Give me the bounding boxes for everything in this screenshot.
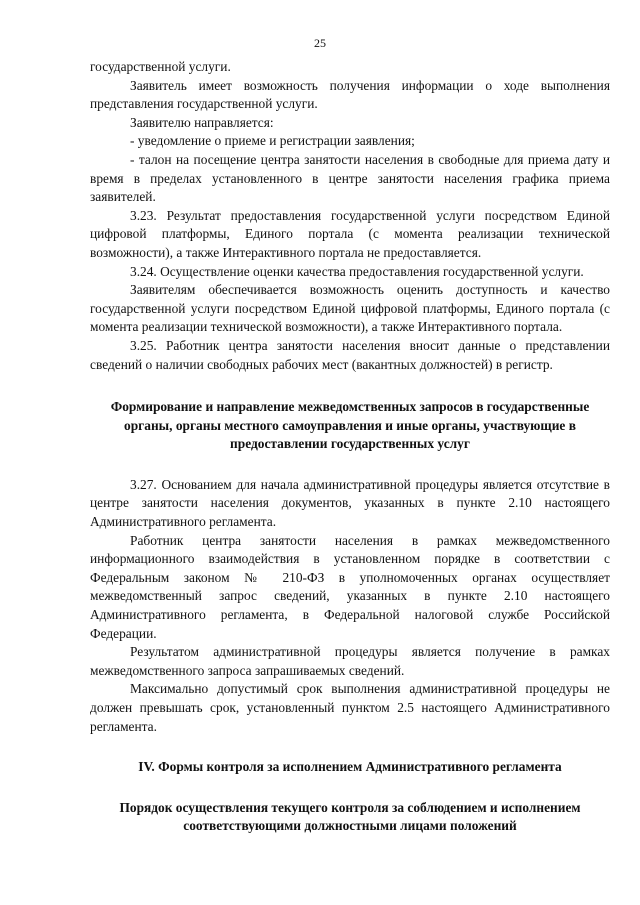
paragraph: 3.24. Осуществление оценки качества предоставления государственной услуги. xyxy=(130,263,584,279)
page-number: 25 xyxy=(314,36,326,50)
list-item: - талон на посещение центра занятости населения в свободные для приема дату и время в пределах установленного в центре занятости населения графика приема заявителей. xyxy=(90,151,610,205)
paragraph: 3.27. Основанием для начала административной процедуры является отсутствие в центре занятости населения документов, указанных в пункте 2.10 настоящего Административного регламента. xyxy=(90,476,610,530)
paragraph: Максимально допустимый срок выполнения административной процедуры не должен превышать срок, установленный пунктом 2.5 настоящего Административного регламента. xyxy=(90,681,610,734)
paragraph: Результатом административной процедуры является получение в рамках межведомственного запроса запрашиваемых сведений. xyxy=(90,644,610,678)
paragraph: 3.23. Результат предоставления государственной услуги посредством Единой цифровой платформы, Единого портала (с момента реализации технической возможности), а также Интерактивного портала не предоставляется. xyxy=(90,207,610,260)
paragraph: Работник центра занятости населения в рамках межведомственного информационного взаимодействия в установленном порядке в соответствии с Федеральным законом № 210-ФЗ в уполномоченных органах осуществляет межведомственный запрос сведений, указанных в пункте 2.10 настоящего Административного регламента, в Федеральной налоговой службе Российской Федерации. xyxy=(90,532,610,641)
paragraph: Заявитель имеет возможность получения информации о ходе выполнения представления государственной услуги. xyxy=(90,77,610,112)
paragraph: Заявителю направляется: xyxy=(130,114,274,130)
paragraph: Заявителям обеспечивается возможность оценить доступность и качество государственной услуги посредством Единой цифровой платформы, Единого портала (с момента реализации технической возможности), а также Интерактивного портала. xyxy=(90,282,610,335)
section-heading: Формирование и направление межведомственных запросов в государственные органы, органы местного самоуправления и иные органы, участвующие в предоставлении государственных услуг xyxy=(110,399,590,452)
document-body xyxy=(90,58,610,836)
paragraph: 3.25. Работник центра занятости населения вносит данные о представлении сведений о наличии свободных рабочих мест (вакантных должностей) в регистр. xyxy=(90,337,610,372)
chapter-heading: IV. Формы контроля за исполнением Административного регламента xyxy=(138,759,562,775)
list-item: - уведомление о приеме и регистрации заявления; xyxy=(130,133,415,149)
paragraph: государственной услуги. xyxy=(90,59,231,74)
subsection-heading: Порядок осуществления текущего контроля за соблюдением и исполнением соответствующими должностными лицами положений xyxy=(119,799,581,834)
